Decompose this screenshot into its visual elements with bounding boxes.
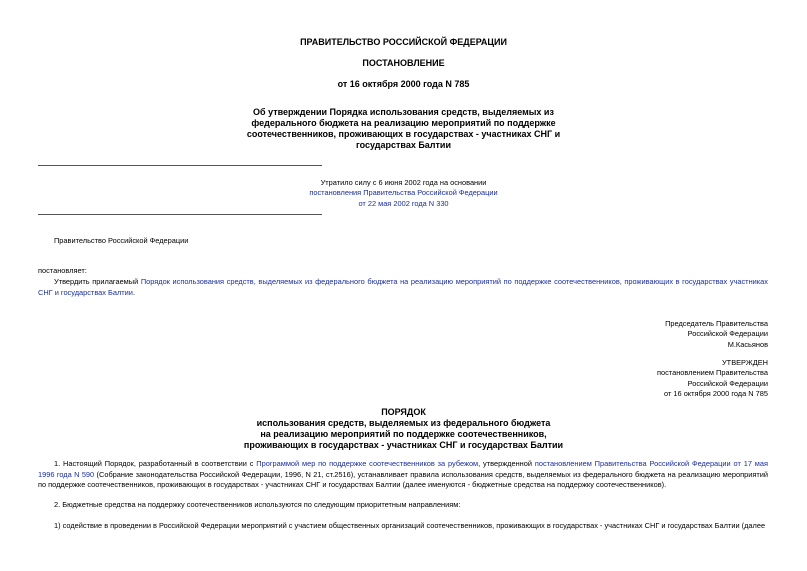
title-line: соотечественников, проживающих в государствах - участниках СНГ и (246, 129, 561, 139)
document-type: ПОСТАНОВЛЕНИЕ (362, 58, 445, 68)
clause-2-item-1: 1) содействие в проведении в Российской Федерации мероприятий с участием общественных организаций соотечественников, проживающих в государствах - участниках СНГ и государствах Балтии (далее (54, 521, 766, 530)
clause-1 (38, 459, 768, 491)
approval-line: от 16 октября 2000 года N 785 (664, 389, 768, 399)
clause-1-text: , утвержденной (478, 459, 535, 468)
divider-bottom (38, 214, 322, 215)
title-line: федерального бюджета на реализацию мероприятий по поддержке (251, 118, 556, 128)
validity-line: Утратило силу с 6 июня 2002 года на основании (320, 178, 487, 187)
clause-2: 2. Бюджетные средства на поддержку соотечественников используются по следующим приоритетным направлениям: (54, 500, 461, 509)
signature-name: М.Касьянов (727, 339, 768, 349)
signature-country: Российской Федерации (687, 329, 768, 339)
program-link[interactable]: Программой мер по поддержке соотечественников за рубежом (256, 459, 479, 468)
approval-line: постановлением Правительства (657, 368, 768, 378)
order-link[interactable]: Порядок использования средств, выделяемых из федерального бюджета на реализацию мероприятий по поддержке соотечественников, проживающих в государствах участниках СНГ и государствах Балтии (38, 277, 768, 297)
divider-top (38, 165, 322, 166)
validity-note (0, 178, 807, 209)
issuing-body: Правительство Российской Федерации (54, 236, 189, 245)
clause-1-text: (Собрание законодательства Российской Федерации, 1996, N 21, ст.2516), устанавливает правила использования средств, выделяемых из федерального бюджета на реализацию мероприятий по поддержке соотечественников, проживающих в государствах - участниках СНГ и государствах Балтии (далее именуются - бюджетные средства на поддержку соотечественников). (38, 469, 768, 490)
repeal-act-link[interactable]: постановления Правительства Российской Федерации (309, 188, 498, 198)
signature-block (665, 319, 768, 350)
order-subtitle-line: проживающих в государствах - участниках СНГ и государствах Балтии (243, 440, 564, 450)
clause-1-text: 1. Настоящий Порядок, разработанный в соответствии с (54, 459, 257, 468)
order-subtitle-line: использования средств, выделяемых из федерального бюджета (256, 418, 551, 428)
approval-title: УТВЕРЖДЕН (721, 358, 768, 367)
approve-paragraph (38, 277, 768, 298)
approval-block (657, 358, 768, 400)
signature-position: Председатель Правительства (665, 319, 768, 328)
title-line: Об утверждении Порядка использования средств, выделяемых из (253, 107, 554, 117)
resolves-word: постановляет: (38, 266, 87, 275)
government-title: ПРАВИТЕЛЬСТВО РОССИЙСКОЙ ФЕДЕРАЦИИ (300, 37, 507, 47)
order-heading-block (0, 407, 807, 451)
document-date-number: от 16 октября 2000 года N 785 (337, 79, 470, 89)
approve-prefix: Утвердить прилагаемый (54, 277, 141, 286)
title-line: государствах Балтии (355, 140, 451, 150)
repeal-act-date-link[interactable]: от 22 мая 2002 года N 330 (358, 198, 449, 208)
document-title (0, 107, 807, 151)
approval-line: Российской Федерации (687, 378, 768, 388)
resolution-590-link[interactable]: постановлением Правительства Российской Федерации от 17 мая 1996 года N 590 (38, 459, 768, 479)
order-subtitle-line: на реализацию мероприятий по поддержке соотечественников, (260, 429, 547, 439)
approve-suffix: . (132, 287, 135, 297)
order-heading: ПОРЯДОК (381, 407, 426, 417)
